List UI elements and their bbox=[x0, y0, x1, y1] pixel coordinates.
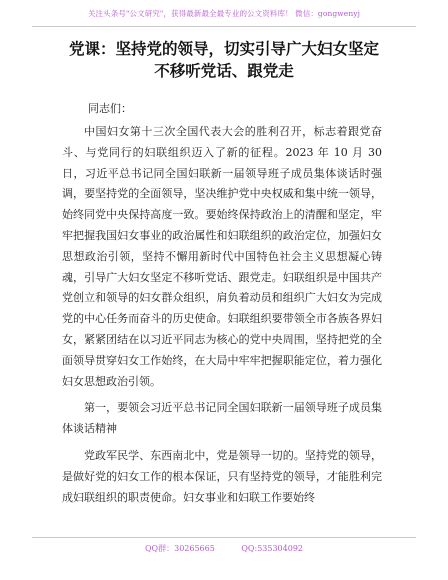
paragraph-intro: 中国妇女第十三次全国代表大会的胜利召开，标志着跟党奋斗、与党同行的妇联组织迈入了新的征程。2023 年 10 月 30 日，习近平总书记同全国妇联新一届领导班子成员集体谈话时强调，要坚持党的全面领导，坚决维护党中央权威和集中统一领导，始终同党中央保持高度一致。要始终保持政治上的清醒和坚定，牢牢把握我国妇女事业的政治属性和妇联组织的政治定位，加强妇女思想政治引领，坚持不懈用新时代中国特色社会主义思想凝心铸魂，引导广大妇女坚定不移听党话、跟党走。妇联组织是中国共产党创立和领导的妇女群众组织，肩负着动员和组织广大妇女为完成党的中心任务而奋斗的历史使命。妇联组织要带领全市各族各界妇女，紧紧团结在以习近平同志为核心的党中央周围，坚持把党的全面领导贯穿妇女工作始终，在大局中牢牢把握职能定位，着力强化妇女思想政治引领。 bbox=[62, 125, 382, 388]
greeting: 同志们： bbox=[88, 102, 132, 115]
footer-qq: QQ:535304092 bbox=[241, 544, 303, 553]
title-line-2: 不移听党话、跟党走 bbox=[154, 61, 294, 80]
body-text bbox=[62, 122, 382, 508]
title-line-1: 党课：坚持党的领导，切实引导广大妇女坚定 bbox=[68, 39, 379, 58]
footer-divider bbox=[32, 537, 416, 538]
paragraph-section-1: 党政军民学、东西南北中，党是领导一切的。坚持党的领导，是做好党的妇女工作的根本保证，只有坚持党的领导，才能胜利完成妇联组织的职责使命。妇女事业和妇联工作要始终 bbox=[62, 448, 382, 504]
header-note: 关注头条号"公文研究"，获得最新最全最专业的公文资料库！ 微信：gongwenyj bbox=[87, 9, 361, 18]
footer-qq-group: QQ群：30265665 bbox=[144, 544, 215, 553]
document-title bbox=[28, 38, 420, 82]
section-heading-1: 第一，要领会习近平总书记同全国妇联新一届领导班子成员集体谈话精神 bbox=[62, 401, 382, 436]
header-divider bbox=[32, 26, 416, 27]
footer bbox=[0, 543, 448, 554]
